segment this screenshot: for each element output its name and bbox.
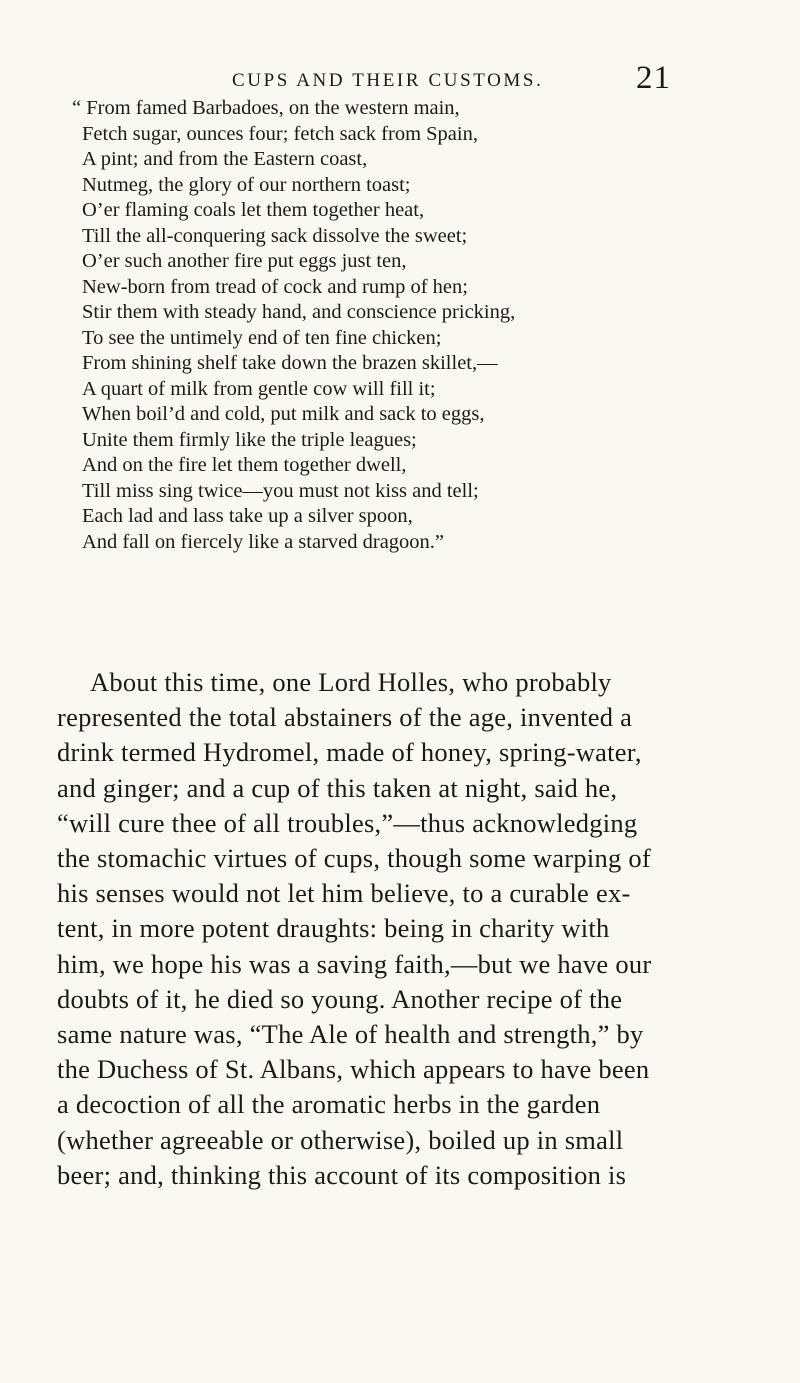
paragraph-line: About this time, one Lord Holles, who probably	[90, 667, 612, 697]
verse-line: Stir them with steady hand, and conscience pricking,	[82, 301, 516, 323]
paragraph-line: represented the total abstainers of the age, invented a	[57, 702, 633, 733]
verse-line: And fall on fiercely like a starved dragoon.”	[82, 530, 445, 553]
running-title: CUPS AND THEIR CUSTOMS.	[232, 70, 544, 91]
verse-line: New-born from tread of cock and rump of hen;	[82, 275, 468, 298]
paragraph-line: him, we hope his was a saving faith,—but we have our	[57, 948, 652, 979]
paragraph-line: same nature was, “The Ale of health and strength,” by	[57, 1019, 644, 1050]
verse-line: A pint; and from the Eastern coast,	[82, 148, 368, 170]
verse-line: Each lad and lass take up a silver spoon,	[82, 505, 413, 527]
page-number: 21	[636, 60, 671, 96]
body-paragraph	[57, 665, 737, 1193]
verse-line: From shining shelf take down the brazen skillet,—	[82, 352, 498, 374]
paragraph-line: a decoction of all the aromatic herbs in the garden	[57, 1089, 601, 1120]
verse-line: Unite them firmly like the triple leagues;	[82, 428, 417, 451]
verse-line: And on the fire let them together dwell,	[82, 454, 407, 476]
verse-line: Till miss sing twice—you must not kiss and tell;	[82, 479, 479, 502]
verse-line: “ From famed Barbadoes, on the western main,	[72, 97, 460, 119]
paragraph-line: the Duchess of St. Albans, which appears to have been	[57, 1054, 650, 1085]
verse-line: Nutmeg, the glory of our northern toast;	[82, 173, 411, 196]
verse-line: Fetch sugar, ounces four; fetch sack from Spain,	[82, 122, 478, 145]
verse-line: When boil’d and cold, put milk and sack to eggs,	[82, 403, 485, 425]
verse-line: A quart of milk from gentle cow will fill it;	[82, 377, 436, 400]
verse-line: To see the untimely end of ten fine chicken;	[82, 326, 442, 349]
recipe-verse	[72, 96, 722, 555]
paragraph-line: doubts of it, he died so young. Another recipe of the	[57, 983, 623, 1014]
verse-line: O’er flaming coals let them together heat,	[82, 199, 425, 221]
paragraph-line: “will cure thee of all troubles,”—thus acknowledging	[57, 807, 638, 838]
paragraph-line: tent, in more potent draughts: being in charity with	[57, 913, 610, 944]
paragraph-line: and ginger; and a cup of this taken at night, said he,	[57, 772, 618, 803]
paragraph-line: (whether agreeable or otherwise), boiled up in small	[57, 1124, 624, 1155]
paragraph-line: his senses would not let him believe, to a curable ex-	[57, 878, 631, 909]
paragraph-line: beer; and, thinking this account of its composition is	[57, 1159, 627, 1190]
verse-line: Till the all-conquering sack dissolve the sweet;	[82, 224, 468, 247]
paragraph-line: the stomachic virtues of cups, though some warping of	[57, 843, 651, 874]
verse-line: O’er such another fire put eggs just ten,	[82, 250, 407, 272]
paragraph-line: drink termed Hydromel, made of honey, spring-water,	[57, 737, 642, 768]
